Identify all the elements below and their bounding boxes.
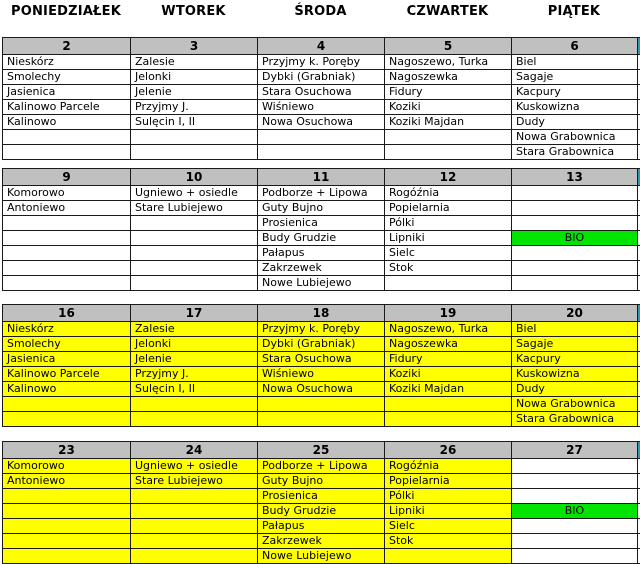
schedule-cell: Koziki Majdan	[385, 382, 512, 397]
schedule-cell	[131, 216, 258, 231]
schedule-cell: Nagoszewka	[385, 337, 512, 352]
date-cell: 6	[512, 38, 638, 55]
weekday-label-tuesday: WTOREK	[161, 4, 226, 19]
schedule-cell: Jelonki	[131, 337, 258, 352]
schedule-cell: Nowa Grabownica	[512, 397, 638, 412]
table-row	[3, 130, 640, 145]
schedule-cell	[131, 261, 258, 276]
date-cell: 23	[3, 442, 131, 459]
schedule-cell: Koziki	[385, 367, 512, 382]
schedule-cell	[3, 145, 131, 160]
schedule-cell: Pałapus	[258, 246, 385, 261]
schedule-cell: Smolechy	[3, 337, 131, 352]
schedule-cell: Wiśniewo	[258, 367, 385, 382]
schedule-cell	[131, 276, 258, 291]
table-row	[3, 397, 640, 412]
date-cell: 3	[131, 38, 258, 55]
week-block-4	[2, 441, 640, 564]
schedule-cell: Stara Grabownica	[512, 145, 638, 160]
weekday-label-monday: PONIEDZIAŁEK	[11, 4, 121, 19]
schedule-cell	[131, 231, 258, 246]
week-block-1	[2, 37, 640, 160]
schedule-cell: Nieskórz	[3, 55, 131, 70]
schedule-cell: Guty Bujno	[258, 474, 385, 489]
schedule-cell: Prosienica	[258, 489, 385, 504]
date-cell: 19	[385, 305, 512, 322]
schedule-cell	[131, 246, 258, 261]
weekday-label-wednesday: ŚRODA	[294, 4, 347, 19]
table-row	[3, 201, 640, 216]
schedule-cell: Dybki (Grabniak)	[258, 70, 385, 85]
weekday-label-friday: PIĄTEK	[547, 4, 601, 19]
schedule-cell	[3, 130, 131, 145]
schedule-cell	[3, 231, 131, 246]
table-row	[3, 489, 640, 504]
schedule-cell	[258, 130, 385, 145]
schedule-cell: Nowa Osuchowa	[258, 382, 385, 397]
schedule-cell: Stara Osuchowa	[258, 352, 385, 367]
schedule-cell: Pólki	[385, 489, 512, 504]
schedule-cell: Nowe Lubiejewo	[258, 549, 385, 564]
schedule-cell: Zakrzewek	[258, 261, 385, 276]
schedule-cell	[512, 474, 638, 489]
schedule-cell	[131, 504, 258, 519]
table-row	[3, 246, 640, 261]
table-row	[3, 382, 640, 397]
table-row	[3, 145, 640, 160]
schedule-cell: Stok	[385, 261, 512, 276]
schedule-cell	[385, 412, 512, 427]
schedule-cell	[258, 412, 385, 427]
date-cell: 24	[131, 442, 258, 459]
week-block-2	[2, 168, 640, 291]
schedule-cell	[3, 397, 131, 412]
schedule-cell	[131, 145, 258, 160]
weekday-header	[2, 2, 637, 22]
table-row	[3, 549, 640, 564]
schedule-cell	[512, 534, 638, 549]
date-cell: 4	[258, 38, 385, 55]
schedule-cell: Jasienica	[3, 352, 131, 367]
table-row	[3, 504, 640, 519]
schedule-cell: Kacpury	[512, 352, 638, 367]
schedule-cell	[3, 504, 131, 519]
schedule-cell	[512, 519, 638, 534]
table-row	[3, 261, 640, 276]
schedule-cell: Biel	[512, 55, 638, 70]
schedule-cell: Sielc	[385, 246, 512, 261]
table-row	[3, 352, 640, 367]
schedule-cell: Przyjmy k. Poręby	[258, 55, 385, 70]
schedule-cell: Sulęcin I, II	[131, 382, 258, 397]
table-row	[3, 55, 640, 70]
schedule-cell: Zalesie	[131, 322, 258, 337]
schedule-cell: Budy Grudzie	[258, 504, 385, 519]
table-row	[3, 231, 640, 246]
schedule-cell: Fidury	[385, 85, 512, 100]
date-cell: 20	[512, 305, 638, 322]
schedule-cell: Podborze + Lipowa	[258, 186, 385, 201]
schedule-cell: Wiśniewo	[258, 100, 385, 115]
date-cell: 11	[258, 169, 385, 186]
schedule-cell: Antoniewo	[3, 201, 131, 216]
schedule-cell	[385, 397, 512, 412]
schedule-cell: Sulęcin I, II	[131, 115, 258, 130]
table-row	[3, 115, 640, 130]
schedule-cell: Dudy	[512, 382, 638, 397]
table-row	[3, 367, 640, 382]
schedule-cell: Kalinowo Parcele	[3, 100, 131, 115]
schedule-cell	[385, 276, 512, 291]
weekday-label-thursday: CZWARTEK	[406, 4, 489, 19]
date-cell: 25	[258, 442, 385, 459]
schedule-cell	[3, 549, 131, 564]
schedule-cell: Fidury	[385, 352, 512, 367]
schedule-cell: Nagoszewka	[385, 70, 512, 85]
date-cell: 27	[512, 442, 638, 459]
schedule-cell: Stare Lubiejewo	[131, 474, 258, 489]
table-row	[3, 216, 640, 231]
schedule-cell	[512, 276, 638, 291]
schedule-cell: Jelenie	[131, 352, 258, 367]
schedule-cell: Stare Lubiejewo	[131, 201, 258, 216]
schedule-cell: Kacpury	[512, 85, 638, 100]
schedule-cell: Lipniki	[385, 504, 512, 519]
schedule-cell: Popielarnia	[385, 201, 512, 216]
schedule-cell: Komorowo	[3, 459, 131, 474]
table-row	[3, 322, 640, 337]
schedule-cell: Kalinowo Parcele	[3, 367, 131, 382]
table-row	[3, 186, 640, 201]
schedule-cell: Ugniewo + osiedle	[131, 186, 258, 201]
schedule-cell: Kuskowizna	[512, 100, 638, 115]
schedule-cell: Antoniewo	[3, 474, 131, 489]
schedule-cell: Nowa Osuchowa	[258, 115, 385, 130]
schedule-cell	[512, 246, 638, 261]
schedule-cell: Biel	[512, 322, 638, 337]
table-row	[3, 534, 640, 549]
table-row	[3, 474, 640, 489]
date-cell: 26	[385, 442, 512, 459]
schedule-cell: Pólki	[385, 216, 512, 231]
schedule-cell: Budy Grudzie	[258, 231, 385, 246]
schedule-cell	[131, 549, 258, 564]
date-cell: 12	[385, 169, 512, 186]
schedule-cell	[512, 186, 638, 201]
schedule-cell: Stara Grabownica	[512, 412, 638, 427]
schedule-cell	[131, 489, 258, 504]
schedule-cell: Guty Bujno	[258, 201, 385, 216]
schedule-cell: Sagaje	[512, 337, 638, 352]
schedule-cell	[3, 534, 131, 549]
schedule-cell: Nagoszewo, Turka	[385, 55, 512, 70]
date-cell: 17	[131, 305, 258, 322]
schedule-cell: Rogóźnia	[385, 459, 512, 474]
date-cell: 2	[3, 38, 131, 55]
schedule-cell: Jelonki	[131, 70, 258, 85]
schedule-cell: Sagaje	[512, 70, 638, 85]
schedule-cell	[512, 489, 638, 504]
bio-cell: BIO	[512, 231, 638, 246]
schedule-cell	[512, 459, 638, 474]
schedule-cell: Kalinowo	[3, 382, 131, 397]
schedule-cell: Jasienica	[3, 85, 131, 100]
schedule-cell: Dudy	[512, 115, 638, 130]
schedule-cell: Kalinowo	[3, 115, 131, 130]
schedule-cell	[512, 216, 638, 231]
schedule-cell	[385, 145, 512, 160]
schedule-cell: Popielarnia	[385, 474, 512, 489]
schedule-cell: Stok	[385, 534, 512, 549]
schedule-cell: Lipniki	[385, 231, 512, 246]
schedule-cell: Zalesie	[131, 55, 258, 70]
schedule-cell	[3, 261, 131, 276]
schedule-cell	[3, 489, 131, 504]
schedule-cell	[3, 216, 131, 231]
date-cell: 5	[385, 38, 512, 55]
schedule-cell	[3, 276, 131, 291]
week-block-3	[2, 304, 640, 427]
schedule-cell: Smolechy	[3, 70, 131, 85]
schedule-cell: Przyjmy J.	[131, 367, 258, 382]
schedule-cell	[131, 412, 258, 427]
schedule-cell: Przyjmy J.	[131, 100, 258, 115]
schedule-cell	[385, 130, 512, 145]
table-row	[3, 459, 640, 474]
schedule-cell: Przyjmy k. Poręby	[258, 322, 385, 337]
schedule-cell	[131, 519, 258, 534]
table-row	[3, 276, 640, 291]
schedule-cell: Prosienica	[258, 216, 385, 231]
schedule-cell: Stara Osuchowa	[258, 85, 385, 100]
schedule-cell: Sielc	[385, 519, 512, 534]
schedule-cell	[258, 145, 385, 160]
schedule-cell	[131, 397, 258, 412]
schedule-cell	[3, 412, 131, 427]
schedule-cell: Koziki	[385, 100, 512, 115]
schedule-cell: Podborze + Lipowa	[258, 459, 385, 474]
table-row	[3, 337, 640, 352]
bio-cell: BIO	[512, 504, 638, 519]
schedule-cell: Koziki Majdan	[385, 115, 512, 130]
table-row	[3, 70, 640, 85]
schedule-cell	[258, 397, 385, 412]
schedule-cell: Jelenie	[131, 85, 258, 100]
table-row	[3, 85, 640, 100]
schedule-cell	[131, 130, 258, 145]
schedule-cell	[3, 519, 131, 534]
date-cell: 10	[131, 169, 258, 186]
schedule-cell	[512, 201, 638, 216]
schedule-cell: Nagoszewo, Turka	[385, 322, 512, 337]
schedule-cell	[385, 549, 512, 564]
schedule-cell: Kuskowizna	[512, 367, 638, 382]
schedule-cell: Pałapus	[258, 519, 385, 534]
schedule-cell: Komorowo	[3, 186, 131, 201]
date-cell: 18	[258, 305, 385, 322]
date-cell: 13	[512, 169, 638, 186]
date-cell: 16	[3, 305, 131, 322]
schedule-cell: Zakrzewek	[258, 534, 385, 549]
schedule-cell	[131, 534, 258, 549]
table-row	[3, 412, 640, 427]
schedule-cell: Nowa Grabownica	[512, 130, 638, 145]
schedule-cell: Nieskórz	[3, 322, 131, 337]
schedule-cell: Ugniewo + osiedle	[131, 459, 258, 474]
schedule-cell	[512, 549, 638, 564]
schedule-cell	[3, 246, 131, 261]
schedule-cell	[512, 261, 638, 276]
schedule-cell: Nowe Lubiejewo	[258, 276, 385, 291]
table-row	[3, 519, 640, 534]
schedule-cell: Rogóźnia	[385, 186, 512, 201]
schedule-cell: Dybki (Grabniak)	[258, 337, 385, 352]
table-row	[3, 100, 640, 115]
date-cell: 9	[3, 169, 131, 186]
